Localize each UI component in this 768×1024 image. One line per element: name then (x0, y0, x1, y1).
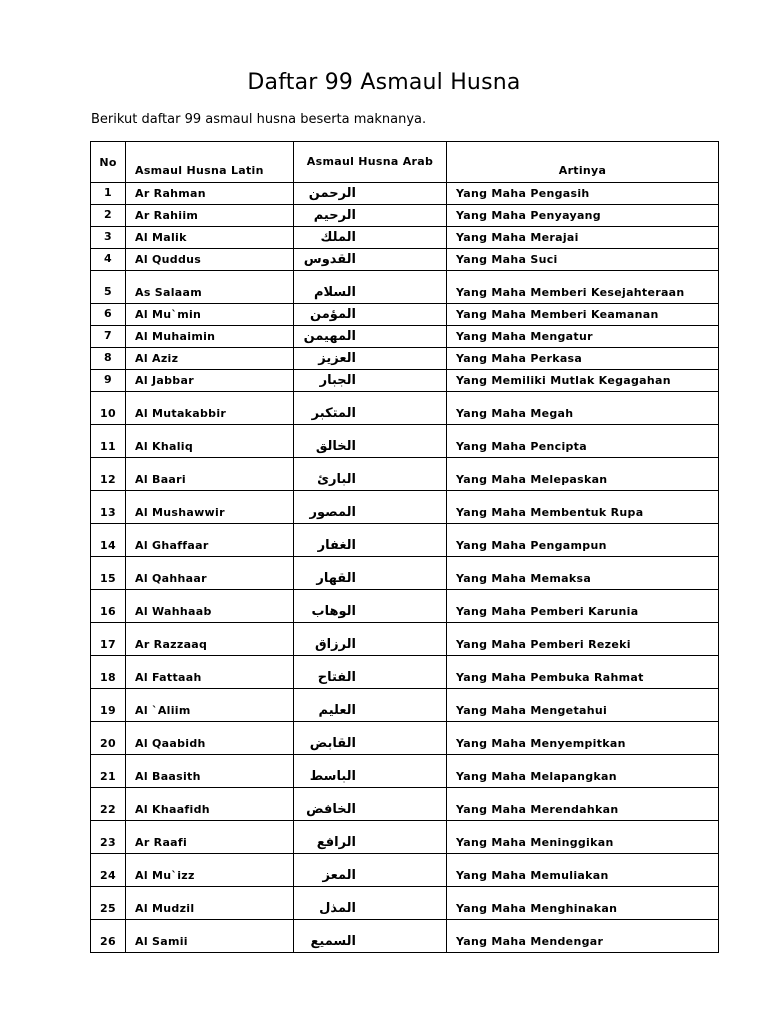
latin-name: Al Samii (126, 920, 294, 953)
arabic-name-cell (294, 524, 447, 557)
meaning: Yang Maha Suci (447, 249, 719, 271)
meaning: Yang Maha Pemberi Rezeki (447, 623, 719, 656)
arabic-name: الغفار (317, 538, 356, 553)
arabic-name-cell (294, 304, 447, 326)
latin-name: Al Mudzil (126, 887, 294, 920)
row-number: 1 (91, 183, 126, 205)
latin-name: Al Quddus (126, 249, 294, 271)
meaning: Yang Maha Melepaskan (447, 458, 719, 491)
arabic-name-cell (294, 854, 447, 887)
table-row (91, 370, 719, 392)
table-row (91, 689, 719, 722)
latin-name: Al Aziz (126, 348, 294, 370)
meaning: Yang Maha Memaksa (447, 557, 719, 590)
arabic-name: المهيمن (303, 329, 356, 344)
meaning: Yang Maha Menghinakan (447, 887, 719, 920)
table-body (91, 183, 719, 953)
meaning: Yang Maha Memberi Keamanan (447, 304, 719, 326)
latin-name: Al Wahhaab (126, 590, 294, 623)
latin-name: Al Jabbar (126, 370, 294, 392)
row-number: 19 (91, 689, 126, 722)
arabic-name: الخالق (315, 439, 356, 454)
arabic-name: السلام (314, 285, 356, 300)
meaning: Yang Memiliki Mutlak Kegagahan (447, 370, 719, 392)
meaning: Yang Maha Melapangkan (447, 755, 719, 788)
meaning: Yang Maha Memuliakan (447, 854, 719, 887)
arabic-name-cell (294, 722, 447, 755)
row-number: 2 (91, 205, 126, 227)
arabic-name-cell (294, 755, 447, 788)
row-number: 21 (91, 755, 126, 788)
row-number: 14 (91, 524, 126, 557)
row-number: 12 (91, 458, 126, 491)
arabic-name-cell (294, 887, 447, 920)
arabic-name-cell (294, 821, 447, 854)
latin-name: Al Mushawwir (126, 491, 294, 524)
meaning: Yang Maha Mengetahui (447, 689, 719, 722)
table-row (91, 524, 719, 557)
latin-name: Al Muhaimin (126, 326, 294, 348)
arabic-name: الملك (320, 230, 356, 245)
arabic-name: الرافع (316, 835, 356, 850)
arabic-name: المذل (319, 901, 356, 916)
table-row (91, 788, 719, 821)
latin-name: Al Malik (126, 227, 294, 249)
arabic-name-cell (294, 656, 447, 689)
table-row (91, 821, 719, 854)
meaning: Yang Maha Merendahkan (447, 788, 719, 821)
meaning: Yang Maha Meninggikan (447, 821, 719, 854)
arabic-name: القابض (309, 736, 356, 751)
intro-text: Berikut daftar 99 asmaul husna beserta maknanya. (91, 112, 427, 127)
arabic-name-cell (294, 227, 447, 249)
row-number: 17 (91, 623, 126, 656)
arabic-name: العزيز (318, 351, 356, 366)
page-title: Daftar 99 Asmaul Husna (247, 70, 521, 95)
arabic-name: العليم (318, 703, 356, 718)
row-number: 11 (91, 425, 126, 458)
row-number: 4 (91, 249, 126, 271)
latin-name: Al Mu`min (126, 304, 294, 326)
meaning: Yang Maha Megah (447, 392, 719, 425)
arabic-name: المصور (309, 505, 356, 520)
arabic-name-cell (294, 788, 447, 821)
table-row (91, 271, 719, 304)
arabic-name-cell (294, 623, 447, 656)
header-latin: Asmaul Husna Latin (126, 142, 294, 183)
table-row (91, 755, 719, 788)
arabic-name-cell (294, 271, 447, 304)
table-row (91, 557, 719, 590)
arabic-name: البارئ (317, 472, 356, 487)
latin-name: Al Khaafidh (126, 788, 294, 821)
arabic-name: الرزاق (315, 637, 356, 652)
arabic-name-cell (294, 425, 447, 458)
table-row (91, 425, 719, 458)
arabic-name: الفتاح (317, 670, 356, 685)
table-header-row (91, 142, 719, 183)
latin-name: Al Baasith (126, 755, 294, 788)
row-number: 24 (91, 854, 126, 887)
arabic-name-cell (294, 392, 447, 425)
arabic-name: المؤمن (310, 307, 356, 322)
arabic-name-cell (294, 590, 447, 623)
meaning: Yang Maha Menyempitkan (447, 722, 719, 755)
meaning: Yang Maha Pembuka Rahmat (447, 656, 719, 689)
latin-name: Ar Rahiim (126, 205, 294, 227)
arabic-name: المعز (322, 868, 356, 883)
arabic-name: الباسط (309, 769, 356, 784)
arabic-name-cell (294, 183, 447, 205)
arabic-name: القدوس (303, 252, 356, 267)
row-number: 15 (91, 557, 126, 590)
table-row (91, 249, 719, 271)
latin-name: Al Mutakabbir (126, 392, 294, 425)
asmaul-husna-table (90, 141, 719, 953)
header-artinya: Artinya (447, 142, 719, 183)
latin-name: Al Mu`izz (126, 854, 294, 887)
row-number: 20 (91, 722, 126, 755)
header-arab: Asmaul Husna Arab (294, 142, 447, 183)
meaning: Yang Maha Mendengar (447, 920, 719, 953)
row-number: 25 (91, 887, 126, 920)
meaning: Yang Maha Pengasih (447, 183, 719, 205)
table-row (91, 227, 719, 249)
arabic-name-cell (294, 205, 447, 227)
meaning: Yang Maha Pengampun (447, 524, 719, 557)
latin-name: As Salaam (126, 271, 294, 304)
arabic-name-cell (294, 689, 447, 722)
arabic-name: المتكبر (311, 406, 356, 421)
row-number: 23 (91, 821, 126, 854)
row-number: 6 (91, 304, 126, 326)
arabic-name: الجبار (319, 373, 356, 388)
latin-name: Ar Rahman (126, 183, 294, 205)
row-number: 3 (91, 227, 126, 249)
table-row (91, 920, 719, 953)
meaning: Yang Maha Pemberi Karunia (447, 590, 719, 623)
arabic-name: الوهاب (311, 604, 356, 619)
row-number: 9 (91, 370, 126, 392)
meaning: Yang Maha Perkasa (447, 348, 719, 370)
arabic-name-cell (294, 370, 447, 392)
header-no: No (91, 142, 126, 183)
arabic-name: القهار (316, 571, 356, 586)
table-row (91, 722, 719, 755)
table-row (91, 205, 719, 227)
meaning: Yang Maha Penyayang (447, 205, 719, 227)
row-number: 5 (91, 271, 126, 304)
table-row (91, 491, 719, 524)
row-number: 13 (91, 491, 126, 524)
arabic-name-cell (294, 920, 447, 953)
latin-name: Al Fattaah (126, 656, 294, 689)
latin-name: Al Qahhaar (126, 557, 294, 590)
latin-name: Al Khaliq (126, 425, 294, 458)
arabic-name: الخافض (306, 802, 356, 817)
table-row (91, 304, 719, 326)
row-number: 26 (91, 920, 126, 953)
table-row (91, 887, 719, 920)
meaning: Yang Maha Merajai (447, 227, 719, 249)
arabic-name: الرحيم (313, 208, 356, 223)
table-row (91, 623, 719, 656)
latin-name: Ar Raafi (126, 821, 294, 854)
arabic-name-cell (294, 491, 447, 524)
table-row (91, 348, 719, 370)
arabic-name-cell (294, 348, 447, 370)
meaning: Yang Maha Memberi Kesejahteraan (447, 271, 719, 304)
latin-name: Al Ghaffaar (126, 524, 294, 557)
latin-name: Al Baari (126, 458, 294, 491)
row-number: 22 (91, 788, 126, 821)
latin-name: Al `Aliim (126, 689, 294, 722)
arabic-name: السميع (310, 934, 356, 949)
table-row (91, 590, 719, 623)
table-row (91, 854, 719, 887)
meaning: Yang Maha Pencipta (447, 425, 719, 458)
arabic-name-cell (294, 249, 447, 271)
meaning: Yang Maha Membentuk Rupa (447, 491, 719, 524)
row-number: 18 (91, 656, 126, 689)
row-number: 10 (91, 392, 126, 425)
arabic-name-cell (294, 458, 447, 491)
table-row (91, 326, 719, 348)
row-number: 8 (91, 348, 126, 370)
arabic-name-cell (294, 557, 447, 590)
latin-name: Ar Razzaaq (126, 623, 294, 656)
arabic-name-cell (294, 326, 447, 348)
table-row (91, 183, 719, 205)
table-row (91, 656, 719, 689)
latin-name: Al Qaabidh (126, 722, 294, 755)
arabic-name: الرحمن (308, 186, 356, 201)
table-row (91, 458, 719, 491)
row-number: 7 (91, 326, 126, 348)
meaning: Yang Maha Mengatur (447, 326, 719, 348)
row-number: 16 (91, 590, 126, 623)
table-row (91, 392, 719, 425)
